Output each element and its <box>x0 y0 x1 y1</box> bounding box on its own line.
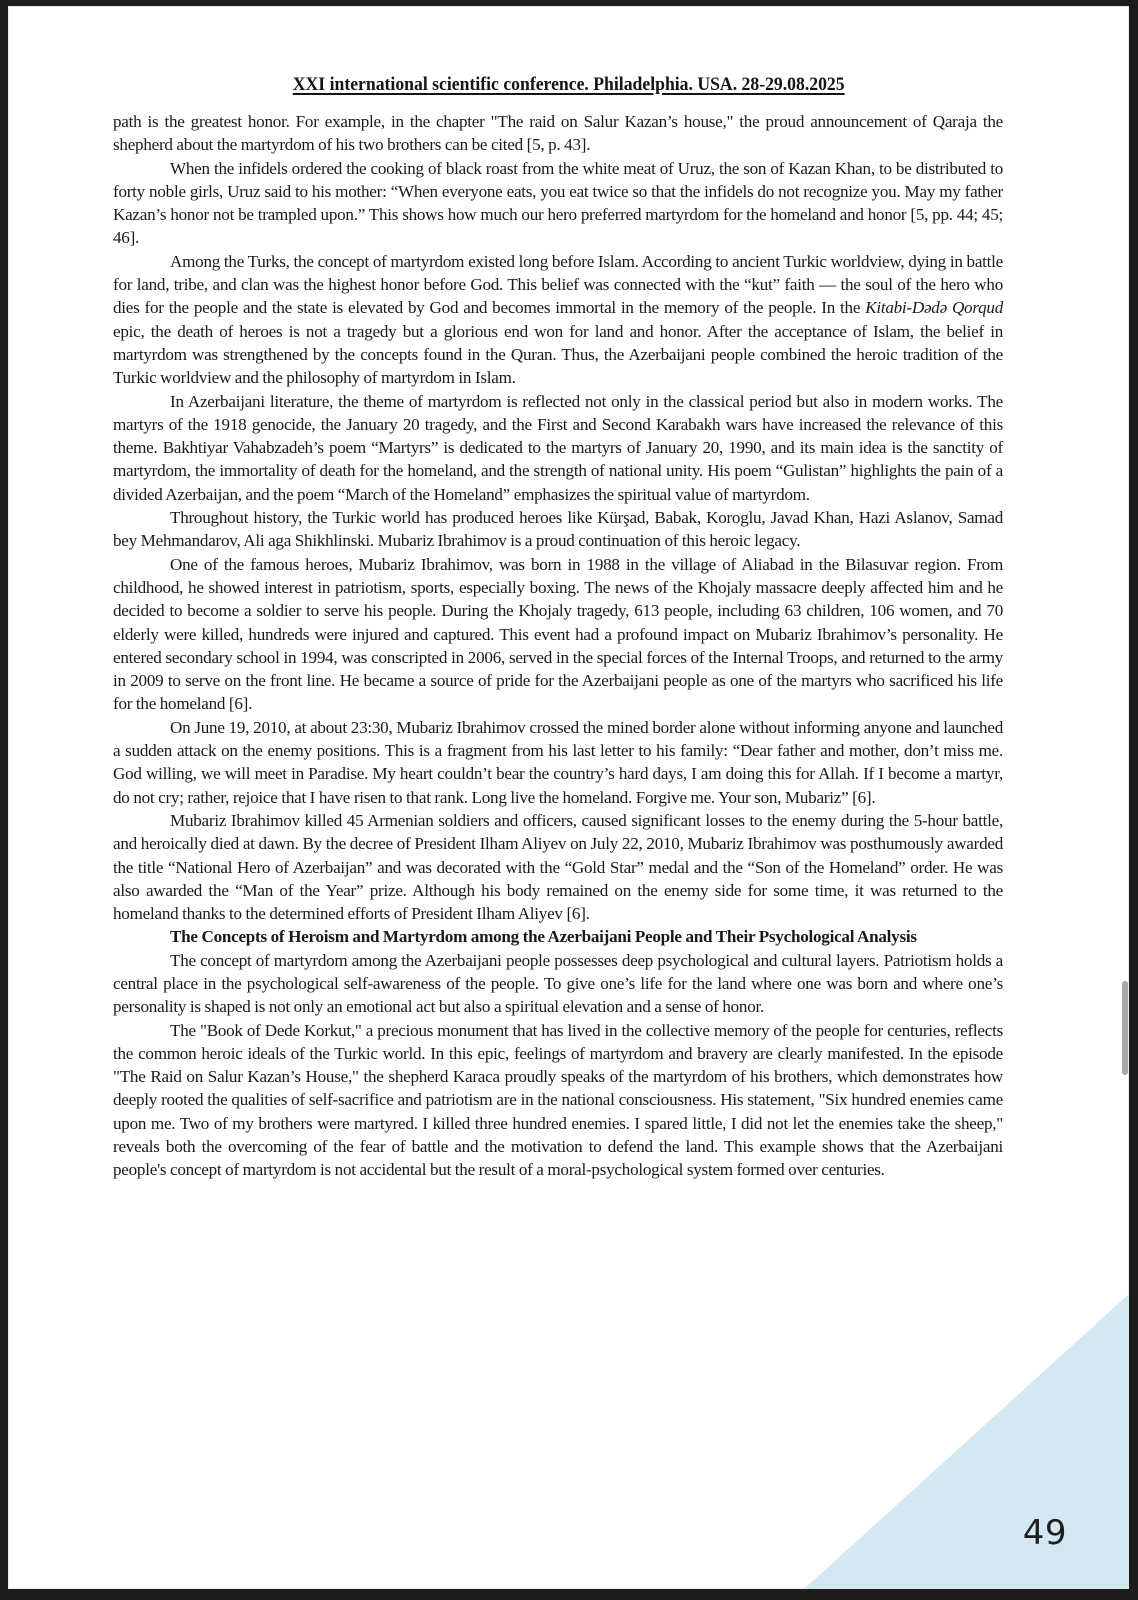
corner-decoration <box>804 1294 1129 1589</box>
paragraph: Mubariz Ibrahimov killed 45 Armenian soldiers and officers, caused significant losses to the enemy during the 5-hour battle, and heroically died at dawn. By the decree of President Ilham Aliyev on July 22, 2010, Mubariz Ibrahimov was posthumously awarded the title “National Hero of Azerbaijan” and was decorated with the “Gold Star” medal and the “Son of the Homeland” order. He was also awarded the “Man of the Year” prize. Although his body remained on the enemy side for some time, it was returned to the homeland thanks to the determined efforts of President Ilham Aliyev [6]. <box>113 810 1003 924</box>
paragraph: Throughout history, the Turkic world has produced heroes like Kürşad, Babak, Koroglu, Javad Khan, Hazi Aslanov, Samad bey Mehmandarov, Ali aga Shikhlinski. Mubariz Ibrahimov is a proud continuation of this heroic legacy. <box>113 508 1003 551</box>
section-heading: The Concepts of Heroism and Martyrdom among the Azerbaijani People and Their Psychological Analysis <box>170 927 917 947</box>
vertical-scrollbar-thumb[interactable] <box>1122 981 1128 1075</box>
paragraph: When the infidels ordered the cooking of black roast from the white meat of Uruz, the son of Kazan Khan, to be distributed to forty noble girls, Uruz said to his mother: “When everyone eats, you eat twice so that the infidels do not recognize you. May my father Kazan’s honor not be trampled upon.” This shows how much our hero preferred martyrdom for the homeland and honor [5, pp. 44; 45; 46]. <box>113 158 1003 248</box>
paragraph: In Azerbaijani literature, the theme of martyrdom is reflected not only in the classical period but also in modern works. The martyrs of the 1918 genocide, the January 20 tragedy, and the First and Second Karabakh wars have increased the relevance of this theme. Bakhtiyar Vahabzadeh’s poem “Martyrs” is dedicated to the martyrs of January 20, 1990, and its main idea is the sanctity of martyrdom, the immortality of death for the homeland, and the strength of national unity. His poem “Gulistan” highlights the pain of a divided Azerbaijan, and the poem “March of the Homeland” emphasizes the spiritual value of martyrdom. <box>113 391 1003 504</box>
paragraph: The concept of martyrdom among the Azerbaijani people possesses deep psychological and cultural layers. Patriotism holds a central place in the psychological self-awareness of the people. To give one’s life for the land where one was born and where one’s personality is shaped is not only an emotional act but also a spiritual elevation and a sense of honor. <box>113 950 1003 1017</box>
conference-title: XXI international scientific conference. Philadelphia. USA. 28-29.08.2025 <box>292 74 845 95</box>
paragraph-text: Among the Turks, the concept of martyrdom existed long before Islam. According to ancient Turkic worldview, dying in battle for land, tribe, and clan was the highest honor before God. This belief was connected with the “kut” faith — the soul of the hero who dies for the people and the state is elevated by God and becomes immortal in the memory of the people. In the <box>113 251 1003 318</box>
article-body <box>113 110 1003 1182</box>
paragraph: On June 19, 2010, at about 23:30, Mubariz Ibrahimov crossed the mined border alone without informing anyone and launched a sudden attack on the enemy positions. This is a fragment from his last letter to his family: “Dear father and mother, don’t miss me. God willing, we will meet in Paradise. My heart couldn’t bear the country’s hard days, I am doing this for Allah. If I become a martyr, do not cry; rather, rejoice that I have risen to that rank. Long live the homeland. Forgive me. Your son, Mubariz” [6]. <box>113 717 1003 807</box>
page-number: 49 <box>1022 1513 1067 1553</box>
conference-header <box>8 74 1129 96</box>
paragraph <box>113 250 1003 390</box>
paragraph: One of the famous heroes, Mubariz Ibrahimov, was born in 1988 in the village of Aliabad in the Bilasuvar region. From childhood, he showed interest in patriotism, sports, especially boxing. The news of the Khojaly massacre deeply affected him and he decided to become a soldier to serve his people. During the Khojaly tragedy, 613 people, including 63 children, 106 women, and 70 elderly were killed, hundreds were injured and captured. This event had a profound impact on Mubariz Ibrahimov’s personality. He entered secondary school in 1994, was conscripted in 2006, served in the special forces of the Internal Troops, and returned to the army in 2009 to serve on the front line. He became a source of pride for the Azerbaijani people as one of the martyrs who sacrificed his life for the homeland [6]. <box>113 554 1003 714</box>
paragraph: path is the greatest honor. For example, in the chapter "The raid on Salur Kazan’s house," the proud announcement of Qaraja the shepherd about the martyrdom of his two brothers can be cited [5, p. 43]. <box>113 112 1003 155</box>
epic-title: Kitabi-Dədə Qorqud <box>865 298 1003 318</box>
paragraph: The "Book of Dede Korkut," a precious monument that has lived in the collective memory of the people for centuries, reflects the common heroic ideals of the Turkic world. In this epic, feelings of martyrdom and bravery are clearly manifested. In the episode "The Raid on Salur Kazan’s House," the shepherd Karaca proudly speaks of the martyrdom of his brothers, which demonstrates how deeply rooted the qualities of self-sacrifice and patriotism are in the national consciousness. His statement, "Six hundred enemies came upon me. Two of my brothers were martyred. I killed three hundred enemies. I spared little, I did not let the enemies take the sheep," reveals both the overcoming of the fear of battle and the motivation to defend the land. This example shows that the Azerbaijani people's concept of martyrdom is not accidental but the result of a moral-psychological system formed over centuries. <box>113 1020 1003 1180</box>
document-page <box>8 6 1129 1589</box>
paragraph-text: epic, the death of heroes is not a tragedy but a glorious end won for land and honor. After the acceptance of Islam, the belief in martyrdom was strengthened by the concepts found in the Quran. Thus, the Azerbaijani people combined the heroic tradition of the Turkic worldview and the philosophy of martyrdom in Islam. <box>113 321 1003 388</box>
